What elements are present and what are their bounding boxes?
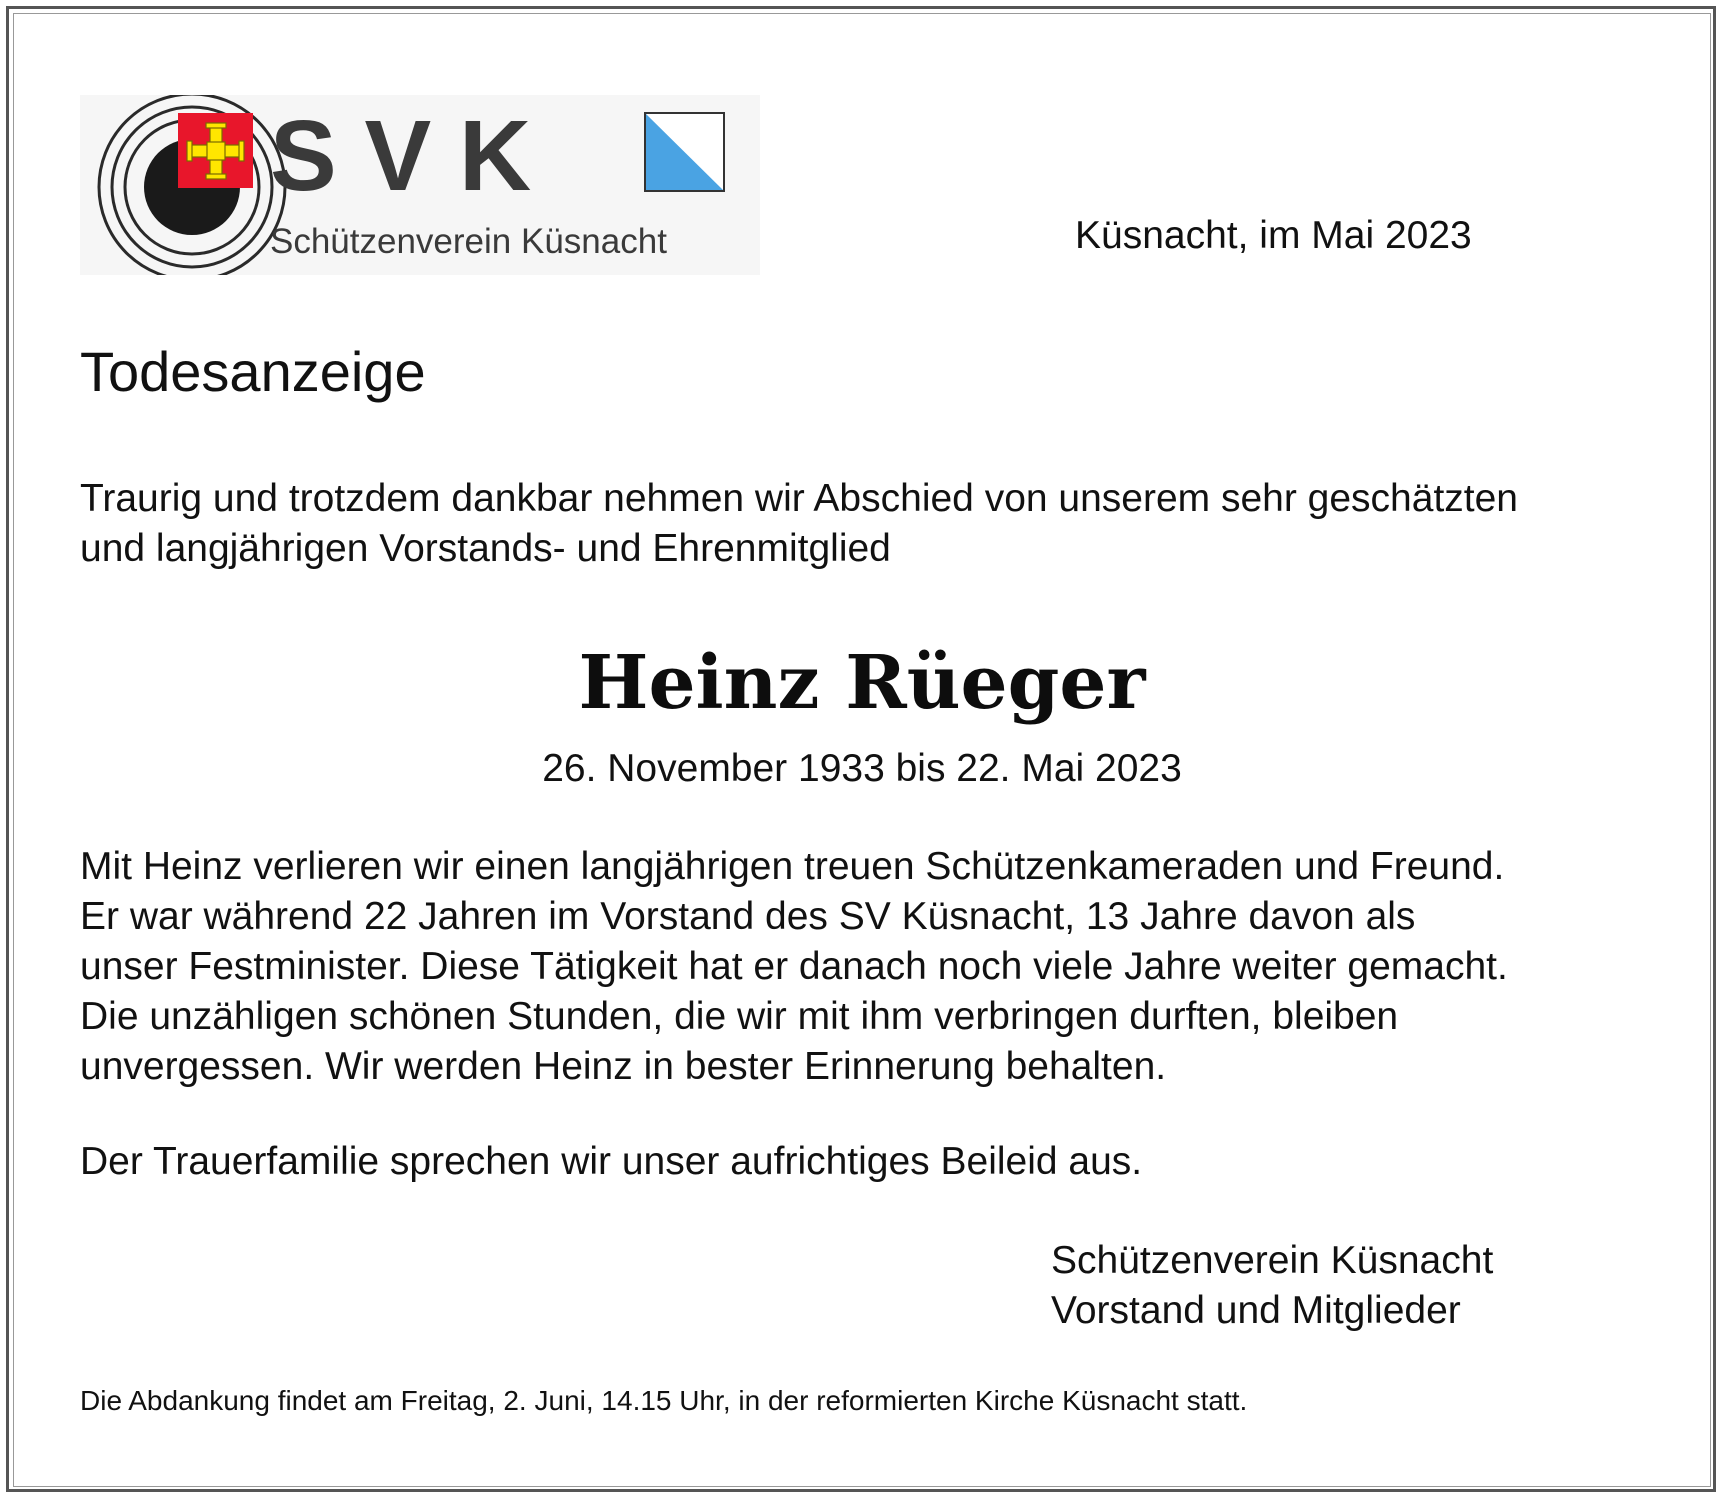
signature-block bbox=[1051, 1236, 1493, 1336]
svk-logo-graphic bbox=[80, 95, 760, 275]
condolence-paragraph bbox=[80, 1137, 1142, 1187]
intro-line: Traurig und trotzdem dankbar nehmen wir Abschied von unserem sehr geschätzten bbox=[80, 477, 1518, 520]
svk-logo bbox=[80, 95, 760, 275]
kuesnacht-shield-icon bbox=[178, 113, 253, 188]
signature-line: Schützenverein Küsnacht bbox=[1051, 1239, 1494, 1282]
place-date: Küsnacht, im Mai 2023 bbox=[1075, 214, 1472, 257]
intro-line: und langjährigen Vorstands- und Ehrenmitglied bbox=[80, 527, 891, 570]
zurich-shield-icon bbox=[645, 113, 724, 191]
deceased-name: Heinz Rüeger bbox=[578, 640, 1146, 726]
logo-letters: S V K bbox=[270, 100, 532, 212]
signature-line: Vorstand und Mitglieder bbox=[1051, 1289, 1461, 1332]
tribute-line: unvergessen. Wir werden Heinz in bester Erinnerung behalten. bbox=[80, 1045, 1167, 1088]
tribute-line: Mit Heinz verlieren wir einen langjährigen treuen Schützenkameraden und Freund. bbox=[80, 845, 1505, 888]
life-dates: 26. November 1933 bis 22. Mai 2023 bbox=[542, 747, 1182, 790]
logo-subtitle: Schützenverein Küsnacht bbox=[270, 222, 667, 261]
tribute-line: Er war während 22 Jahren im Vorstand des SV Küsnacht, 13 Jahre davon als bbox=[80, 895, 1416, 938]
tribute-paragraph bbox=[80, 842, 1508, 1092]
tribute-line: Die unzähligen schönen Stunden, die wir mit ihm verbringen durften, bleiben bbox=[80, 995, 1399, 1038]
funeral-note: Die Abdankung findet am Freitag, 2. Juni, 14.15 Uhr, in der reformierten Kirche Küsnacht statt. bbox=[80, 1385, 1248, 1416]
tribute-line: unser Festminister. Diese Tätigkeit hat er danach noch viele Jahre weiter gemacht. bbox=[80, 945, 1508, 988]
intro-paragraph bbox=[80, 474, 1518, 574]
condolence-line: Der Trauerfamilie sprechen wir unser aufrichtiges Beileid aus. bbox=[80, 1140, 1143, 1183]
notice-heading: Todesanzeige bbox=[80, 340, 426, 403]
